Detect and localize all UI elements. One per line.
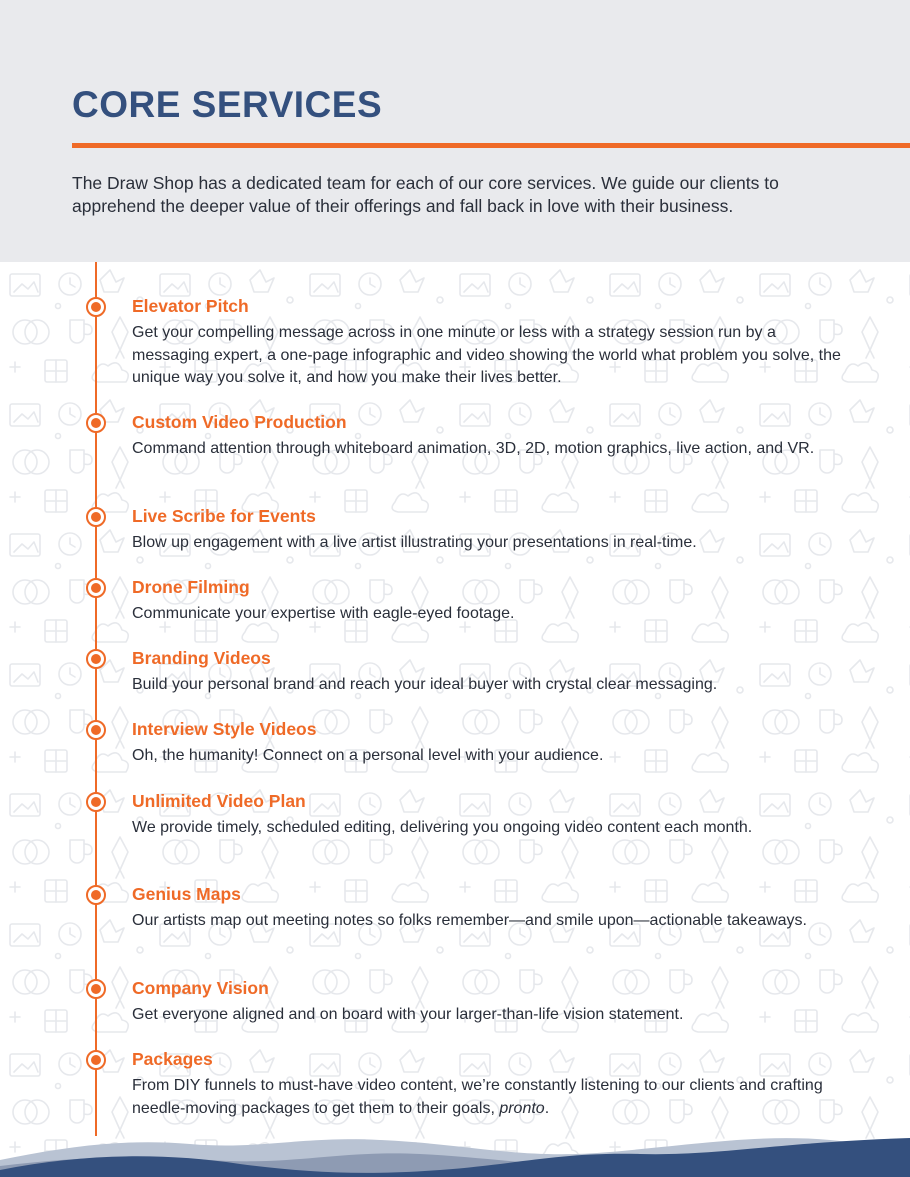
service-title: Genius Maps bbox=[132, 884, 241, 904]
service-title: Company Vision bbox=[132, 978, 269, 998]
timeline-line bbox=[95, 262, 97, 1136]
service-title: Drone Filming bbox=[132, 577, 250, 597]
service-description-end: . bbox=[544, 1099, 550, 1117]
service-description: Get your compelling message across in one minute or less with a strategy session run by a messaging expert, a one-page infographic and video showing the world what problem you solve, the unique way you solve it, and how you make their lives better. bbox=[132, 324, 841, 386]
timeline-marker-icon bbox=[86, 720, 106, 740]
service-description bbox=[132, 1075, 847, 1120]
service-description-text: From DIY funnels to must-have video content, we’re constantly listening to our clients and crafting needle-moving packages to get them to their goals, bbox=[132, 1077, 823, 1117]
page-title: CORE SERVICES bbox=[72, 84, 383, 125]
timeline-marker-icon bbox=[86, 649, 106, 669]
service-description: Blow up engagement with a live artist illustrating your presentations in real-time. bbox=[132, 534, 697, 551]
timeline-marker-icon bbox=[86, 578, 106, 598]
timeline-marker-icon bbox=[86, 885, 106, 905]
footer-waves bbox=[0, 1130, 910, 1177]
timeline-marker-icon bbox=[86, 507, 106, 527]
service-title: Branding Videos bbox=[132, 648, 271, 668]
timeline-marker-icon bbox=[86, 297, 106, 317]
timeline-marker-icon bbox=[86, 979, 106, 999]
service-description: Communicate your expertise with eagle-eyed footage. bbox=[132, 605, 515, 622]
timeline-marker-icon bbox=[86, 1050, 106, 1070]
service-title: Live Scribe for Events bbox=[132, 506, 316, 526]
service-title: Custom Video Production bbox=[132, 412, 347, 432]
timeline-marker-icon bbox=[86, 792, 106, 812]
service-description: Build your personal brand and reach your ideal buyer with crystal clear messaging. bbox=[132, 676, 718, 693]
service-description: Get everyone aligned and on board with your larger-than-life vision statement. bbox=[132, 1006, 684, 1023]
service-title: Elevator Pitch bbox=[132, 296, 249, 316]
service-description: Our artists map out meeting notes so folks remember—and smile upon—actionable takeaways. bbox=[132, 912, 807, 929]
service-title: Interview Style Videos bbox=[132, 719, 317, 739]
service-description: Oh, the humanity! Connect on a personal level with your audience. bbox=[132, 747, 604, 764]
title-underline bbox=[72, 143, 910, 148]
timeline-marker-icon bbox=[86, 413, 106, 433]
service-description: Command attention through whiteboard animation, 3D, 2D, motion graphics, live action, and VR. bbox=[132, 440, 815, 457]
service-title: Packages bbox=[132, 1049, 213, 1069]
service-title: Unlimited Video Plan bbox=[132, 791, 306, 811]
intro-paragraph: The Draw Shop has a dedicated team for each of our core services. We guide our clients to apprehend the deeper value of their offerings and fall back in love with their business. bbox=[72, 173, 779, 216]
service-description: We provide timely, scheduled editing, delivering you ongoing video content each month. bbox=[132, 819, 753, 836]
service-description-emphasis: pronto bbox=[499, 1099, 545, 1117]
header-band bbox=[0, 0, 910, 262]
